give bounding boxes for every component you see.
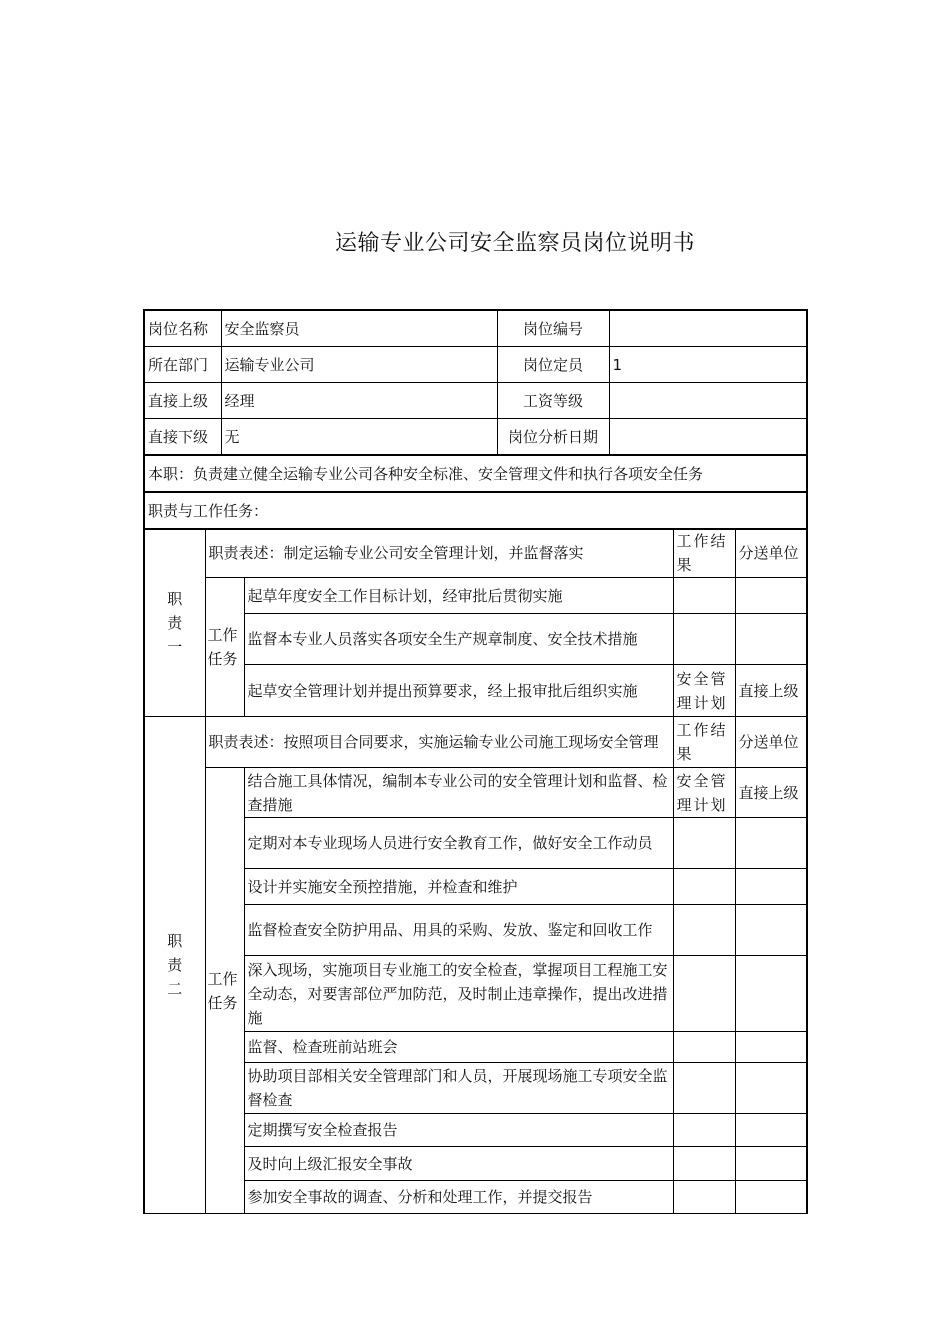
table-row [144,419,807,456]
duties-heading: 职责与工作任务： [144,492,807,529]
result-header: 工作结果 [673,529,735,578]
task-label: 工作任务 [205,768,244,1214]
main-duty: 本职：负责建立健全运输专业公司各种安全标准、安全管理文件和执行各项安全任务 [144,455,807,492]
table-row [144,818,807,869]
position-name-value: 安全监察员 [221,310,497,347]
task-dest [735,1147,807,1181]
task-text: 协助项目部相关安全管理部门和人员，开展现场施工专项安全监督检查 [244,1063,673,1114]
task-text: 监督、检查班前站班会 [244,1032,673,1063]
subordinate-label: 直接下级 [144,419,221,456]
task-result [673,1032,735,1063]
task-dest [735,1032,807,1063]
dest-header: 分送单位 [735,529,807,578]
duty-two-label: 职责二 [144,717,205,1214]
table-row [144,383,807,419]
table-row [144,347,807,383]
salary-value [609,383,807,419]
task-result [673,956,735,1032]
salary-label: 工资等级 [497,383,609,419]
task-dest [735,614,807,665]
task-label: 工作任务 [205,578,244,717]
duty-one-desc: 职责表述：制定运输专业公司安全管理计划，并监督落实 [205,529,673,578]
task-result [673,818,735,869]
position-no-label: 岗位编号 [497,310,609,347]
table-row [144,614,807,665]
task-text: 结合施工具体情况，编制本专业公司的安全管理计划和监督、检查措施 [244,768,673,818]
dept-label: 所在部门 [144,347,221,383]
headcount-label: 岗位定员 [497,347,609,383]
task-result [673,1063,735,1114]
page-title: 运输专业公司安全监察员岗位说明书 [334,231,695,256]
table-row [144,529,807,578]
task-dest: 直接上级 [735,665,807,717]
position-no-value [609,310,807,347]
task-text: 设计并实施安全预控措施，并检查和维护 [244,869,673,905]
task-dest [735,869,807,905]
task-result [673,869,735,905]
duty-two-group [144,717,807,1214]
task-text: 深入现场，实施项目专业施工的安全检查，掌握项目工程施工安全动态，对要害部位严加防范，及时制止违章操作，提出改进措施 [244,956,673,1032]
position-info-table [143,309,808,530]
duty-one-group [144,529,807,717]
task-result [673,1147,735,1181]
task-dest [735,1114,807,1147]
task-text: 定期对本专业现场人员进行安全教育工作，做好安全工作动员 [244,818,673,869]
task-text: 参加安全事故的调查、分析和处理工作，并提交报告 [244,1181,673,1214]
task-text: 定期撰写安全检查报告 [244,1114,673,1147]
result-header: 工作结果 [673,717,735,768]
task-text: 监督检查安全防护用品、用具的采购、发放、鉴定和回收工作 [244,905,673,956]
analysis-date-value [609,419,807,456]
task-dest [735,1181,807,1214]
task-dest [735,956,807,1032]
table-row [144,1147,807,1181]
task-text: 监督本专业人员落实各项安全生产规章制度、安全技术措施 [244,614,673,665]
table-row [144,665,807,717]
table-row [144,869,807,905]
task-result [673,614,735,665]
table-row [144,1181,807,1214]
subordinate-value: 无 [221,419,497,456]
duty-two-desc: 职责表述：按照项目合同要求，实施运输专业公司施工现场安全管理 [205,717,673,768]
task-dest [735,818,807,869]
task-dest [735,578,807,614]
table-row [144,492,807,529]
table-row [144,768,807,818]
task-result: 安全管理计划 [673,768,735,818]
task-text: 及时向上级汇报安全事故 [244,1147,673,1181]
duties-table [143,528,808,1214]
table-row [144,1063,807,1114]
headcount-value: 1 [609,347,807,383]
task-text: 起草安全管理计划并提出预算要求，经上报审批后组织实施 [244,665,673,717]
table-row [144,578,807,614]
table-row [144,717,807,768]
task-text: 起草年度安全工作目标计划，经审批后贯彻实施 [244,578,673,614]
task-result [673,905,735,956]
task-result [673,578,735,614]
dept-value: 运输专业公司 [221,347,497,383]
superior-value: 经理 [221,383,497,419]
table-row [144,310,807,347]
superior-label: 直接上级 [144,383,221,419]
table-row [144,1032,807,1063]
task-result [673,1114,735,1147]
table-row [144,956,807,1032]
table-row [144,905,807,956]
task-dest [735,1063,807,1114]
analysis-date-label: 岗位分析日期 [497,419,609,456]
position-name-label: 岗位名称 [144,310,221,347]
dest-header: 分送单位 [735,717,807,768]
task-result [673,1181,735,1214]
table-row [144,455,807,492]
task-dest: 直接上级 [735,768,807,818]
task-result: 安全管理计划 [673,665,735,717]
duty-one-label: 职责一 [144,529,205,717]
table-row [144,1114,807,1147]
task-dest [735,905,807,956]
